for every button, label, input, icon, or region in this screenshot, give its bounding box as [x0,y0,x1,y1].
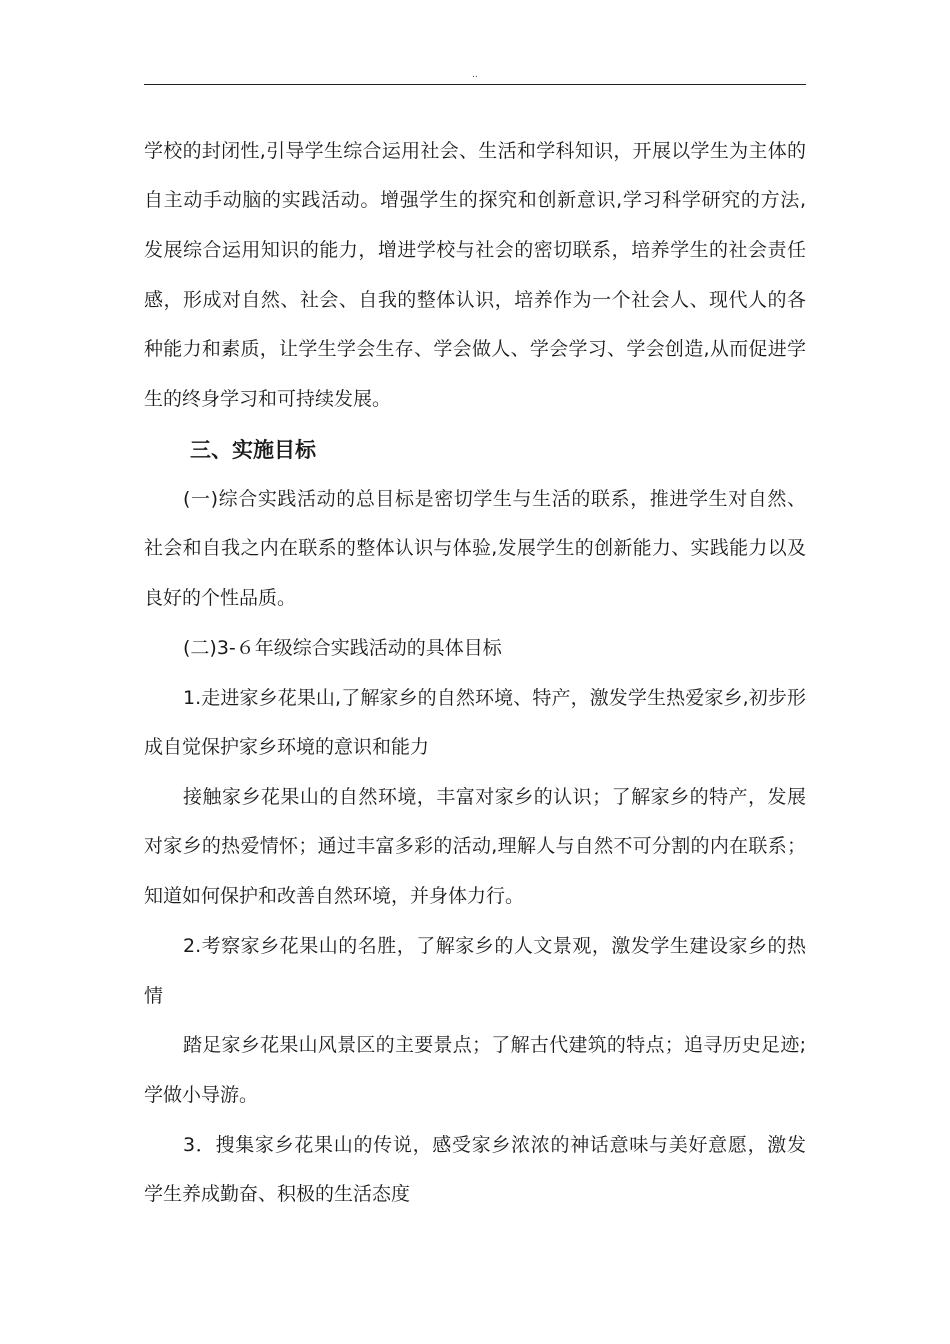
item-title-line: 成自觉保护家乡环境的意识和能力 [144,736,430,758]
paragraph-line: 学做小导游。 [144,1084,259,1106]
paragraph-line: 良好的个性品质。 [144,587,297,609]
paragraph-line: 接触家乡花果山的自然环境，丰富对家乡的认识；了解家乡的特产，发展 [183,786,806,808]
header-mark: .. [472,70,478,80]
subsection-title: (二)3-６年级综合实践活动的具体目标 [183,637,502,659]
section-heading: 三、实施目标 [190,438,316,462]
item-title-line: 3．搜集家乡花果山的传说，感受家乡浓浓的神话意味与美好意愿，激发 [183,1134,806,1156]
paragraph-line: 感，形成对自然、社会、自我的整体认识，培养作为一个社会人、现代人的各 [144,289,806,311]
paragraph-line: 种能力和素质，让学生学会生存、学会做人、学会学习、学会创造,从而促进学 [144,338,806,360]
paragraph-line: 学校的封闭性,引导学生综合运用社会、生活和学科知识，开展以学生为主体的 [144,140,806,162]
item-title-line: 学生养成勤奋、积极的生活态度 [144,1183,411,1205]
header-rule [144,84,806,85]
paragraph-line: 社会和自我之内在联系的整体认识与体验,发展学生的创新能力、实践能力以及 [144,537,806,559]
paragraph-line: 自主动手动脑的实践活动。增强学生的探究和创新意识,学习科学研究的方法, [144,189,806,211]
item-title-line: 1.走进家乡花果山,了解家乡的自然环境、特产，激发学生热爱家乡,初步形 [183,687,806,709]
paragraph-line: 踏足家乡花果山风景区的主要景点；了解古代建筑的特点；追寻历史足迹; [183,1034,806,1056]
paragraph-line: 发展综合运用知识的能力，增进学校与社会的密切联系，培养学生的社会责任 [144,239,806,261]
paragraph-line: (一)综合实践活动的总目标是密切学生与生活的联系，推进学生对自然、 [183,488,806,510]
item-title-line: 2.考察家乡花果山的名胜，了解家乡的人文景观，激发学生建设家乡的热 [183,935,806,957]
paragraph-line: 知道如何保护和改善自然环境，并身体力行。 [144,885,525,907]
paragraph-line: 对家乡的热爱情怀；通过丰富多彩的活动,理解人与自然不可分割的内在联系； [144,835,806,857]
paragraph-line: 生的终身学习和可持续发展。 [144,388,392,410]
item-title-line: 情 [144,985,164,1007]
